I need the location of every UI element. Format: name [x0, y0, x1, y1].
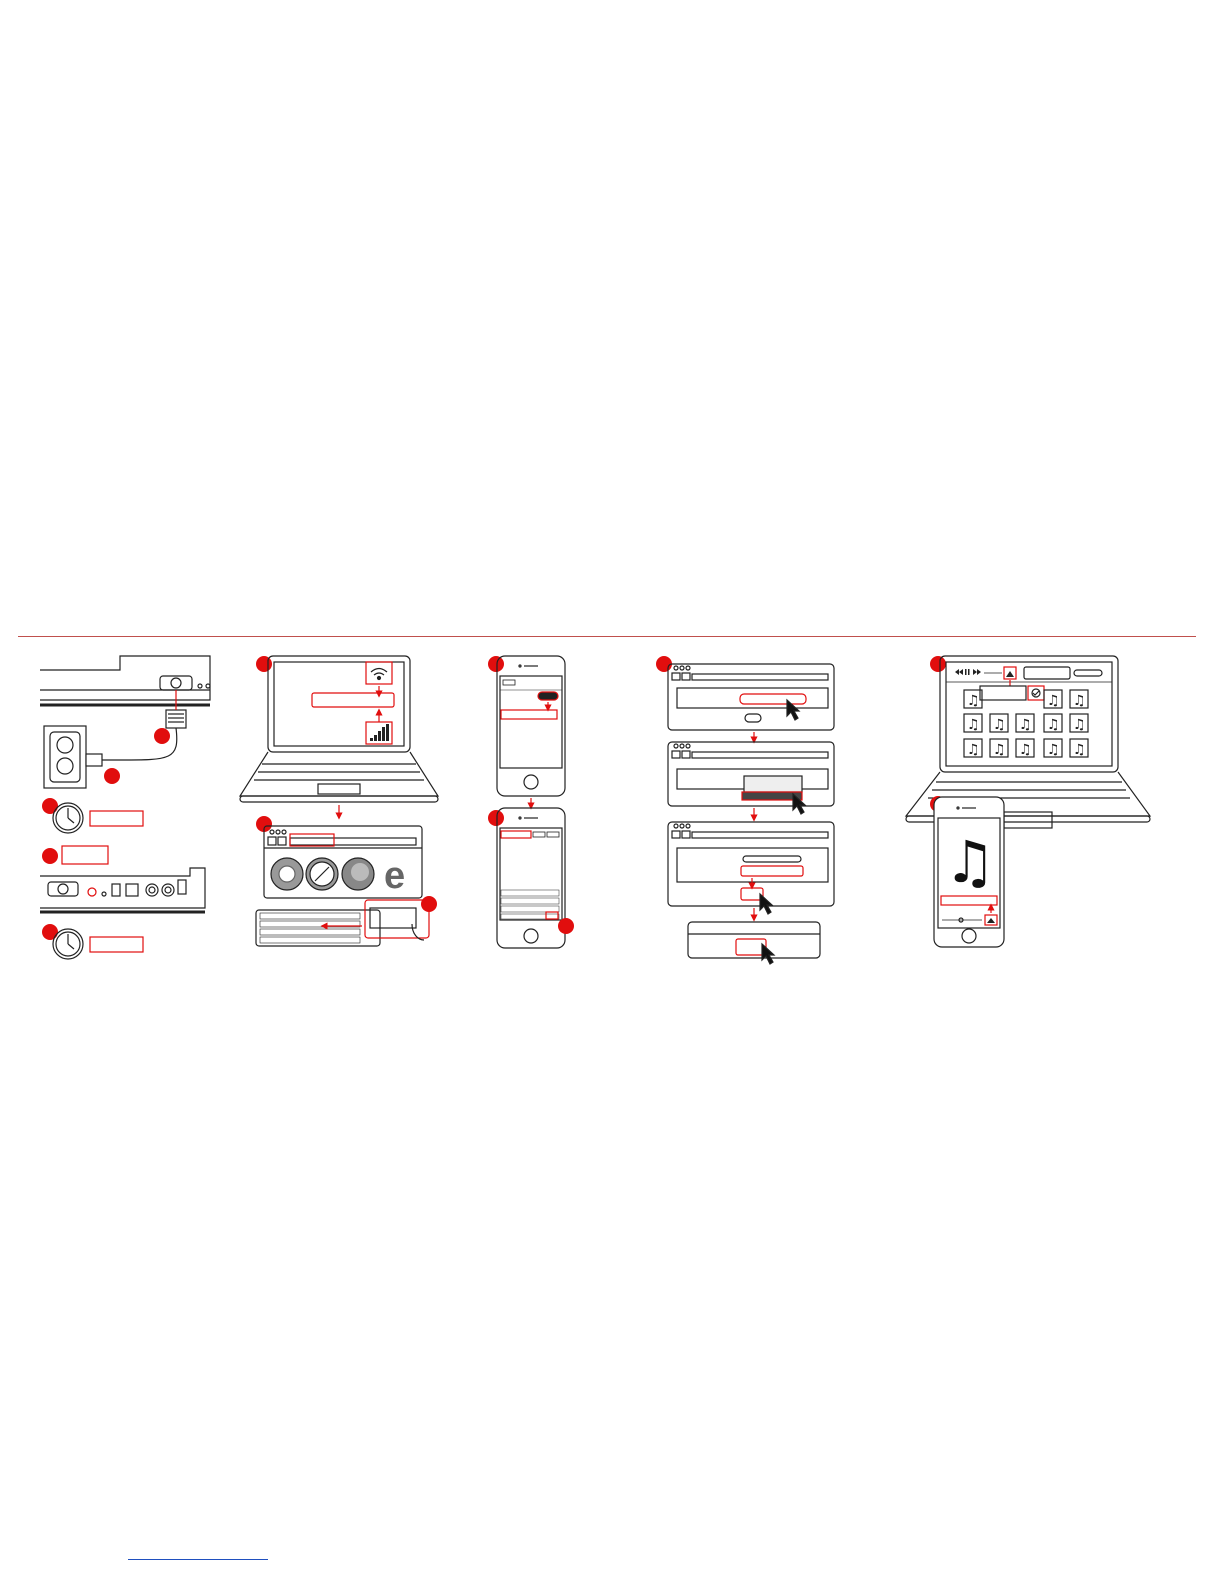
browser-firefox-icon — [342, 858, 374, 890]
step-marker — [256, 656, 272, 672]
speaker-select-check[interactable] — [1028, 686, 1044, 700]
network-name-field[interactable] — [312, 693, 394, 707]
wall-outlet-icon — [44, 726, 102, 788]
touchpad-box[interactable] — [365, 900, 429, 938]
toggle-switch-icon[interactable] — [538, 692, 558, 700]
svg-text:♫: ♫ — [1073, 717, 1086, 733]
svg-text:♫: ♫ — [967, 717, 980, 733]
browser-window-icon — [668, 822, 834, 906]
browser-chrome-icon — [271, 858, 303, 890]
url-field[interactable] — [290, 834, 334, 846]
svg-text:♫: ♫ — [993, 742, 1006, 758]
laptop-wifi-panel — [240, 656, 438, 946]
clock-icon — [53, 803, 83, 833]
svg-text:♫: ♫ — [1047, 693, 1060, 709]
svg-text:♫: ♫ — [967, 742, 980, 758]
wifi-icon — [371, 669, 387, 680]
svg-text:♫: ♫ — [1073, 742, 1086, 758]
go-key[interactable] — [546, 912, 558, 919]
step-marker — [488, 810, 504, 826]
music-note-icon: ♫ — [944, 828, 996, 896]
status-box — [62, 846, 108, 864]
mouse-cursor-icon — [787, 700, 799, 720]
step-marker — [104, 768, 120, 784]
browser-safari-icon — [306, 858, 338, 890]
phone-panel — [488, 656, 574, 948]
step-marker — [421, 896, 437, 912]
mouse-cursor-icon — [762, 944, 774, 964]
step-marker — [42, 924, 58, 940]
keyboard-icon — [256, 910, 380, 946]
svg-text:♫: ♫ — [1073, 693, 1086, 709]
svg-text:♫: ♫ — [1019, 742, 1032, 758]
network-list-item[interactable] — [501, 710, 557, 719]
phone-keyboard-icon — [501, 890, 559, 919]
step-marker — [488, 656, 504, 672]
svg-text:♫: ♫ — [993, 717, 1006, 733]
phone-icon — [497, 808, 565, 948]
svg-text:♫: ♫ — [1047, 717, 1060, 733]
step-marker — [930, 656, 946, 672]
address-bar[interactable] — [501, 831, 531, 838]
browser-window-icon — [688, 922, 820, 958]
mouse-cursor-icon — [760, 894, 772, 914]
laptop-icon — [240, 656, 438, 802]
password-field[interactable] — [741, 866, 803, 876]
step-marker — [42, 848, 58, 864]
status-box — [90, 937, 143, 952]
power-panel — [40, 656, 210, 959]
browser-window-icon — [668, 664, 834, 730]
step-marker — [656, 656, 672, 672]
status-box — [90, 811, 143, 826]
step-marker — [154, 728, 170, 744]
svg-text:♫: ♫ — [1047, 742, 1060, 758]
svg-text:♫: ♫ — [967, 693, 980, 709]
step-marker — [42, 798, 58, 814]
browser-ie-icon — [384, 855, 405, 897]
phone-icon — [497, 656, 565, 796]
touchpad-icon — [370, 908, 416, 928]
svg-text:e: e — [384, 855, 406, 897]
player-controls — [955, 669, 981, 675]
dropdown-field[interactable] — [740, 694, 806, 704]
step-marker — [558, 918, 574, 934]
signal-strength-icon — [370, 724, 389, 741]
music-panel — [906, 656, 1150, 947]
clock-icon — [53, 929, 83, 959]
browser-steps-panel — [656, 656, 834, 964]
svg-text:♫: ♫ — [1019, 717, 1032, 733]
speaker-rear-panel-icon — [40, 868, 205, 912]
speaker-rear-panel-icon — [40, 656, 210, 705]
